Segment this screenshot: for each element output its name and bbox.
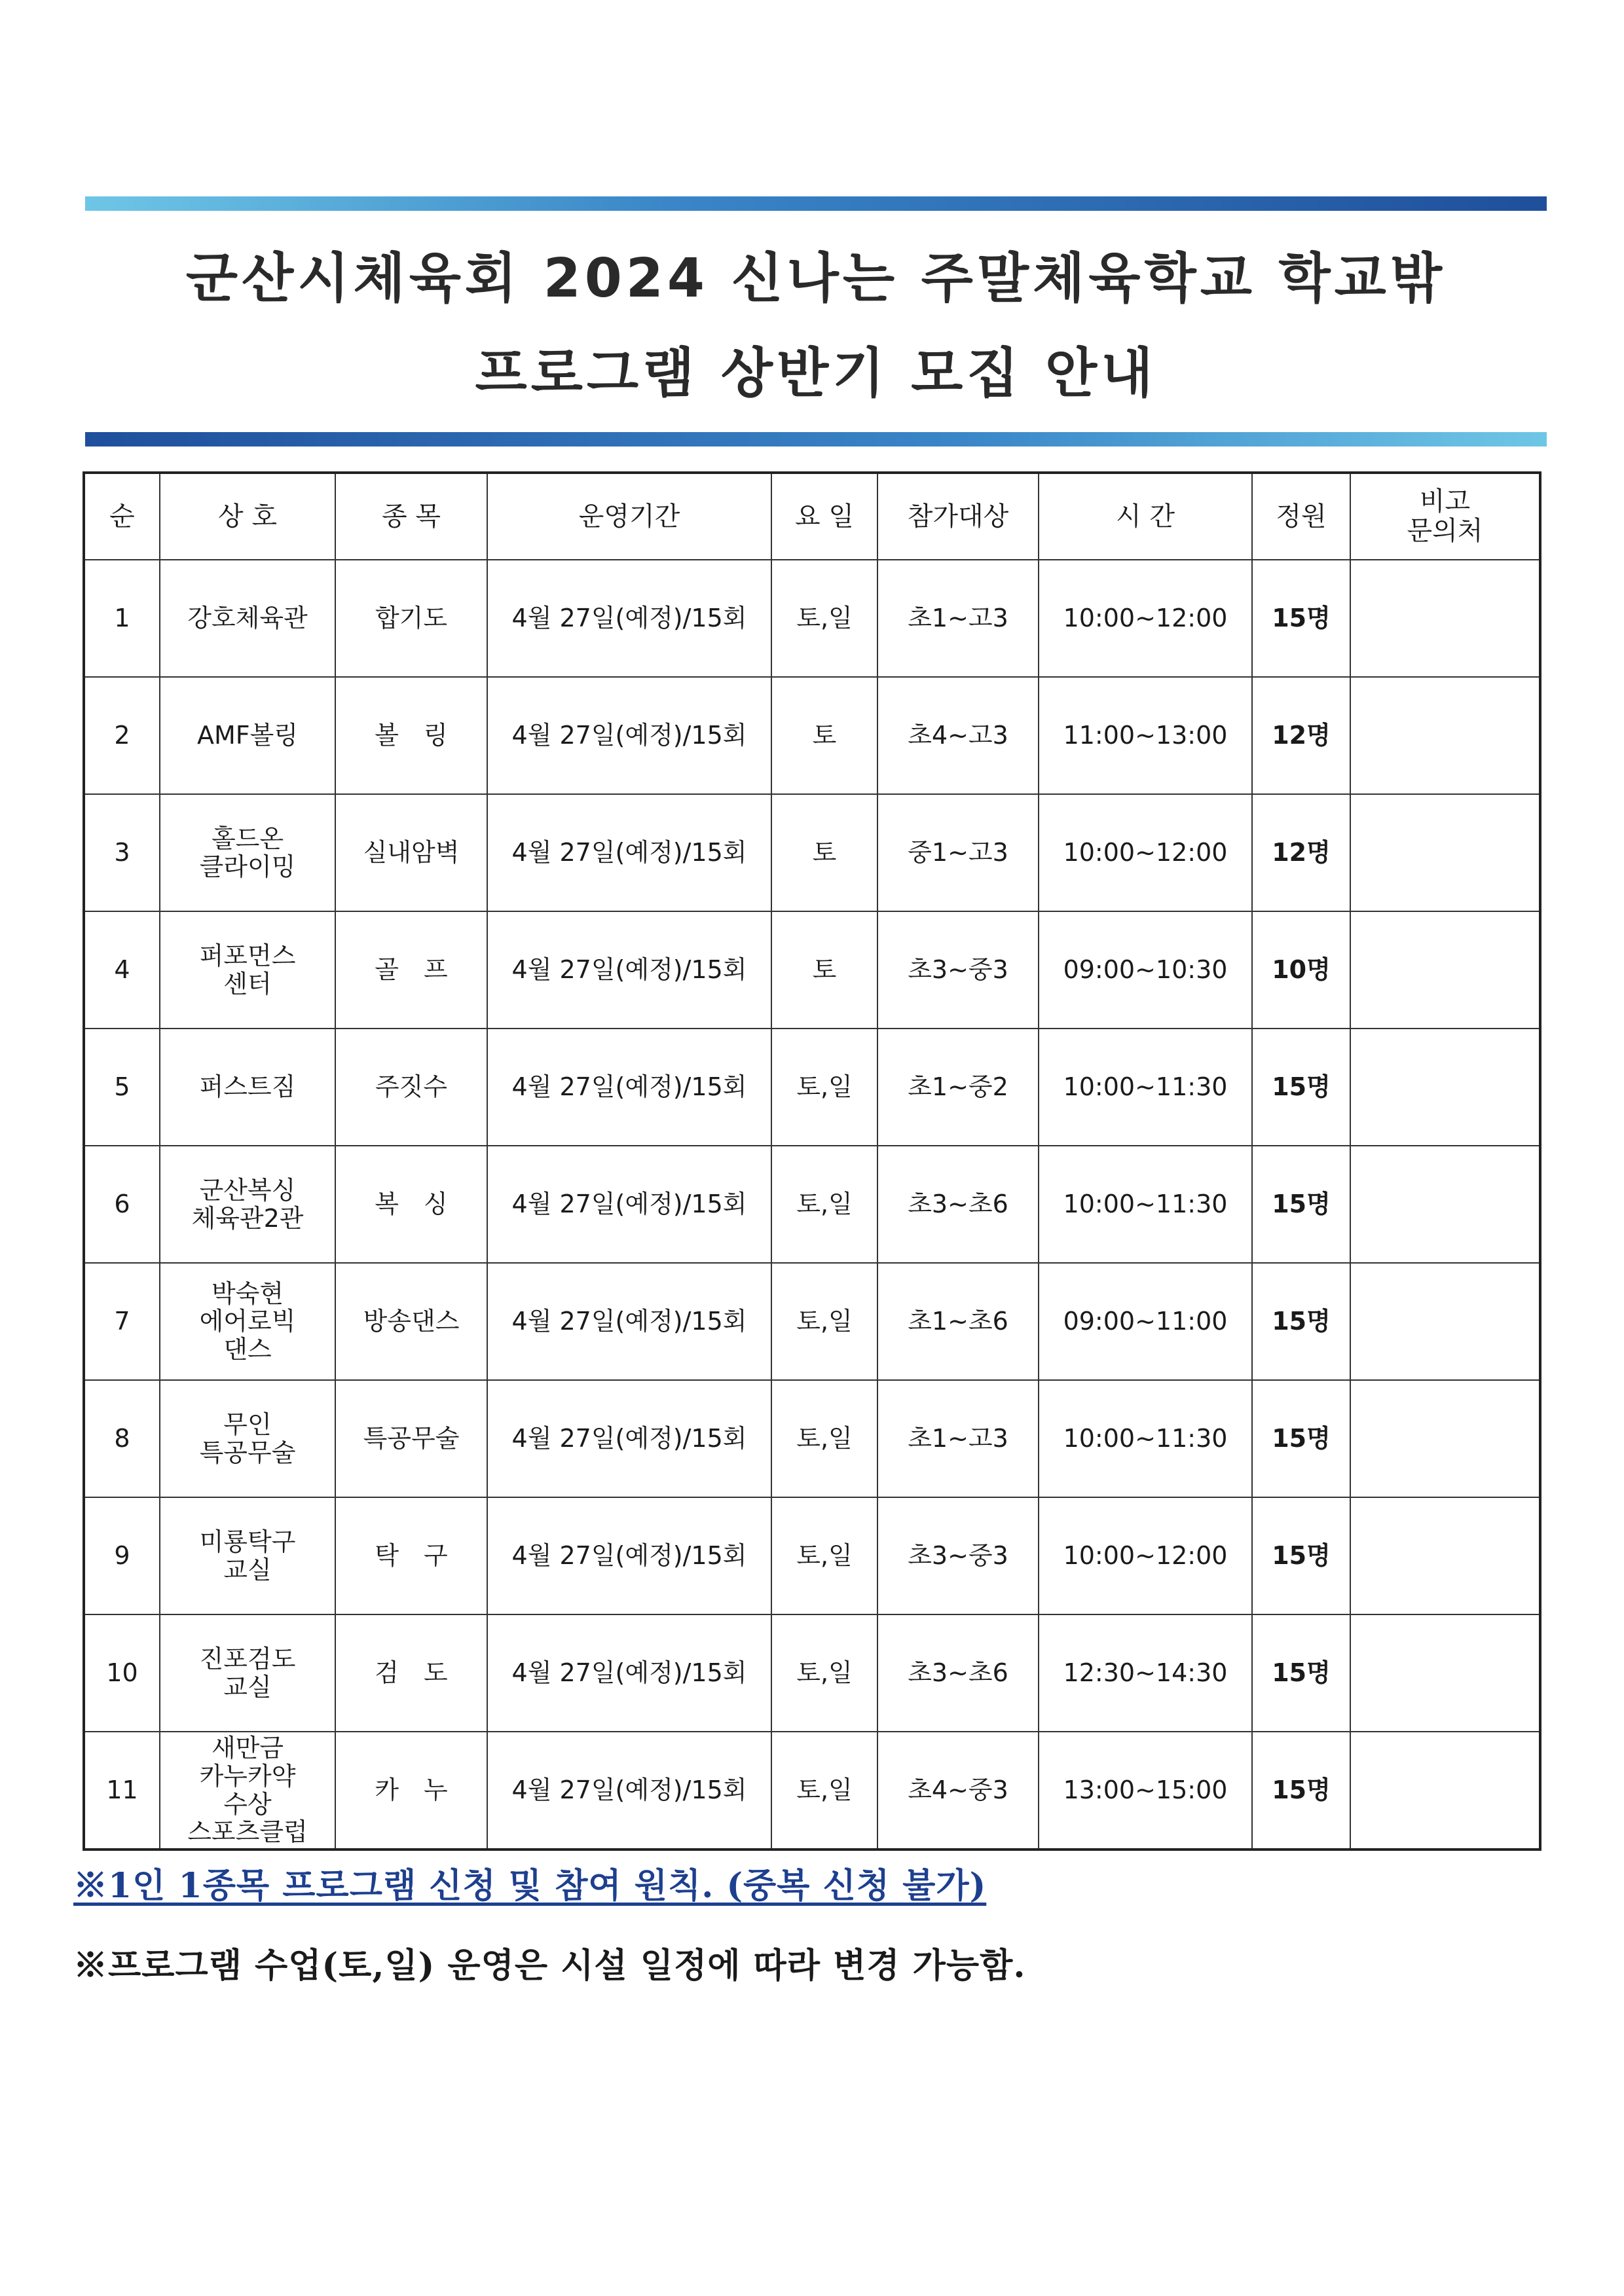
cell-business-name: 새만금 카누카약 수상 스포츠클럽 (160, 1732, 335, 1850)
cell-remarks (1350, 1614, 1540, 1732)
document-title-line2: 프로그램 상반기 모집 안내 (475, 342, 1157, 405)
table-row (84, 1497, 1540, 1614)
cell-business-name: 홀드온 클라이밍 (160, 794, 335, 911)
cell-sport: 특공무술 (335, 1380, 487, 1497)
cell-business-name: 강호체육관 (160, 560, 335, 677)
cell-target: 초1~중2 (877, 1029, 1039, 1146)
cell-time: 10:00~11:30 (1039, 1146, 1252, 1263)
cell-business-name: 진포검도 교실 (160, 1614, 335, 1732)
cell-target: 초3~초6 (877, 1146, 1039, 1263)
cell-sport: 검 도 (335, 1614, 487, 1732)
cell-period: 4월 27일(예정)/15회 (487, 1380, 771, 1497)
cell-target: 초4~중3 (877, 1732, 1039, 1850)
cell-business-name: AMF볼링 (160, 677, 335, 794)
cell-number: 11 (84, 1732, 160, 1850)
cell-target: 초1~고3 (877, 1380, 1039, 1497)
cell-time: 12:30~14:30 (1039, 1614, 1252, 1732)
table-row (84, 560, 1540, 677)
note-one-program-rule: ※1인 1종목 프로그램 신청 및 참여 원칙. (중복 신청 불가) (73, 1866, 987, 1906)
cell-remarks (1350, 1146, 1540, 1263)
header-number: 순 (84, 473, 160, 560)
cell-sport: 카 누 (335, 1732, 487, 1850)
cell-period: 4월 27일(예정)/15회 (487, 1029, 771, 1146)
header-capacity: 정원 (1252, 473, 1350, 560)
cell-time: 09:00~11:00 (1039, 1263, 1252, 1380)
cell-target: 중1~고3 (877, 794, 1039, 911)
cell-target: 초3~중3 (877, 1497, 1039, 1614)
cell-days: 토,일 (771, 1732, 877, 1850)
cell-number: 9 (84, 1497, 160, 1614)
cell-capacity: 15명 (1252, 1146, 1350, 1263)
header-sport: 종 목 (335, 473, 487, 560)
cell-period: 4월 27일(예정)/15회 (487, 911, 771, 1029)
cell-capacity: 15명 (1252, 560, 1350, 677)
table-row (84, 1732, 1540, 1850)
cell-remarks (1350, 1380, 1540, 1497)
table-row (84, 911, 1540, 1029)
cell-remarks (1350, 794, 1540, 911)
cell-time: 10:00~12:00 (1039, 1497, 1252, 1614)
table-row (84, 1614, 1540, 1732)
cell-sport: 합기도 (335, 560, 487, 677)
cell-days: 토,일 (771, 1614, 877, 1732)
cell-days: 토 (771, 794, 877, 911)
cell-sport: 주짓수 (335, 1029, 487, 1146)
table-row (84, 1263, 1540, 1380)
cell-remarks (1350, 1263, 1540, 1380)
cell-period: 4월 27일(예정)/15회 (487, 794, 771, 911)
cell-time: 11:00~13:00 (1039, 677, 1252, 794)
header-remarks: 비고 문의처 (1350, 473, 1540, 560)
header-period: 운영기간 (487, 473, 771, 560)
cell-sport: 탁 구 (335, 1497, 487, 1614)
note-schedule-change: ※프로그램 수업(토,일) 운영은 시설 일정에 따라 변경 가능함. (73, 1946, 1026, 1986)
cell-sport: 복 싱 (335, 1146, 487, 1263)
cell-capacity: 12명 (1252, 794, 1350, 911)
cell-capacity: 12명 (1252, 677, 1350, 794)
cell-number: 6 (84, 1146, 160, 1263)
cell-capacity: 15명 (1252, 1614, 1350, 1732)
cell-target: 초3~중3 (877, 911, 1039, 1029)
top-decorative-bar (85, 196, 1547, 211)
document-title-line1: 군산시체육회 2024 신나는 주말체육학교 학교밖 (185, 247, 1447, 310)
cell-capacity: 15명 (1252, 1263, 1350, 1380)
cell-capacity: 10명 (1252, 911, 1350, 1029)
cell-days: 토 (771, 911, 877, 1029)
cell-business-name: 미룡탁구 교실 (160, 1497, 335, 1614)
cell-days: 토,일 (771, 1263, 877, 1380)
cell-number: 2 (84, 677, 160, 794)
cell-target: 초3~초6 (877, 1614, 1039, 1732)
table-row (84, 1380, 1540, 1497)
table-row (84, 677, 1540, 794)
cell-time: 13:00~15:00 (1039, 1732, 1252, 1850)
header-target: 참가대상 (877, 473, 1039, 560)
program-schedule-table (83, 471, 1541, 1851)
cell-period: 4월 27일(예정)/15회 (487, 560, 771, 677)
cell-capacity: 15명 (1252, 1497, 1350, 1614)
cell-target: 초1~초6 (877, 1263, 1039, 1380)
cell-remarks (1350, 1732, 1540, 1850)
cell-business-name: 군산복싱 체육관2관 (160, 1146, 335, 1263)
cell-time: 10:00~11:30 (1039, 1380, 1252, 1497)
cell-time: 10:00~12:00 (1039, 560, 1252, 677)
cell-time: 10:00~11:30 (1039, 1029, 1252, 1146)
cell-remarks (1350, 560, 1540, 677)
cell-capacity: 15명 (1252, 1732, 1350, 1850)
cell-number: 4 (84, 911, 160, 1029)
cell-days: 토,일 (771, 1146, 877, 1263)
cell-period: 4월 27일(예정)/15회 (487, 1146, 771, 1263)
table-row (84, 794, 1540, 911)
cell-sport: 실내암벽 (335, 794, 487, 911)
cell-remarks (1350, 677, 1540, 794)
cell-period: 4월 27일(예정)/15회 (487, 1732, 771, 1850)
cell-period: 4월 27일(예정)/15회 (487, 677, 771, 794)
cell-capacity: 15명 (1252, 1380, 1350, 1497)
cell-capacity: 15명 (1252, 1029, 1350, 1146)
cell-business-name: 퍼포먼스 센터 (160, 911, 335, 1029)
cell-business-name: 퍼스트짐 (160, 1029, 335, 1146)
header-business-name: 상 호 (160, 473, 335, 560)
cell-number: 1 (84, 560, 160, 677)
cell-days: 토,일 (771, 1380, 877, 1497)
cell-period: 4월 27일(예정)/15회 (487, 1497, 771, 1614)
cell-number: 5 (84, 1029, 160, 1146)
cell-number: 8 (84, 1380, 160, 1497)
cell-number: 10 (84, 1614, 160, 1732)
cell-sport: 골 프 (335, 911, 487, 1029)
cell-days: 토,일 (771, 560, 877, 677)
cell-time: 09:00~10:30 (1039, 911, 1252, 1029)
table-header-row (84, 473, 1540, 560)
cell-target: 초1~고3 (877, 560, 1039, 677)
cell-business-name: 박숙현 에어로빅 댄스 (160, 1263, 335, 1380)
cell-target: 초4~고3 (877, 677, 1039, 794)
cell-time: 10:00~12:00 (1039, 794, 1252, 911)
cell-sport: 방송댄스 (335, 1263, 487, 1380)
cell-remarks (1350, 1029, 1540, 1146)
bottom-decorative-bar (85, 432, 1547, 446)
header-days: 요 일 (771, 473, 877, 560)
table-row (84, 1029, 1540, 1146)
cell-period: 4월 27일(예정)/15회 (487, 1263, 771, 1380)
cell-days: 토 (771, 677, 877, 794)
table-row (84, 1146, 1540, 1263)
cell-number: 7 (84, 1263, 160, 1380)
cell-sport: 볼 링 (335, 677, 487, 794)
cell-period: 4월 27일(예정)/15회 (487, 1614, 771, 1732)
cell-days: 토,일 (771, 1029, 877, 1146)
cell-business-name: 무인 특공무술 (160, 1380, 335, 1497)
header-time: 시 간 (1039, 473, 1252, 560)
cell-remarks (1350, 911, 1540, 1029)
cell-number: 3 (84, 794, 160, 911)
cell-days: 토,일 (771, 1497, 877, 1614)
cell-remarks (1350, 1497, 1540, 1614)
